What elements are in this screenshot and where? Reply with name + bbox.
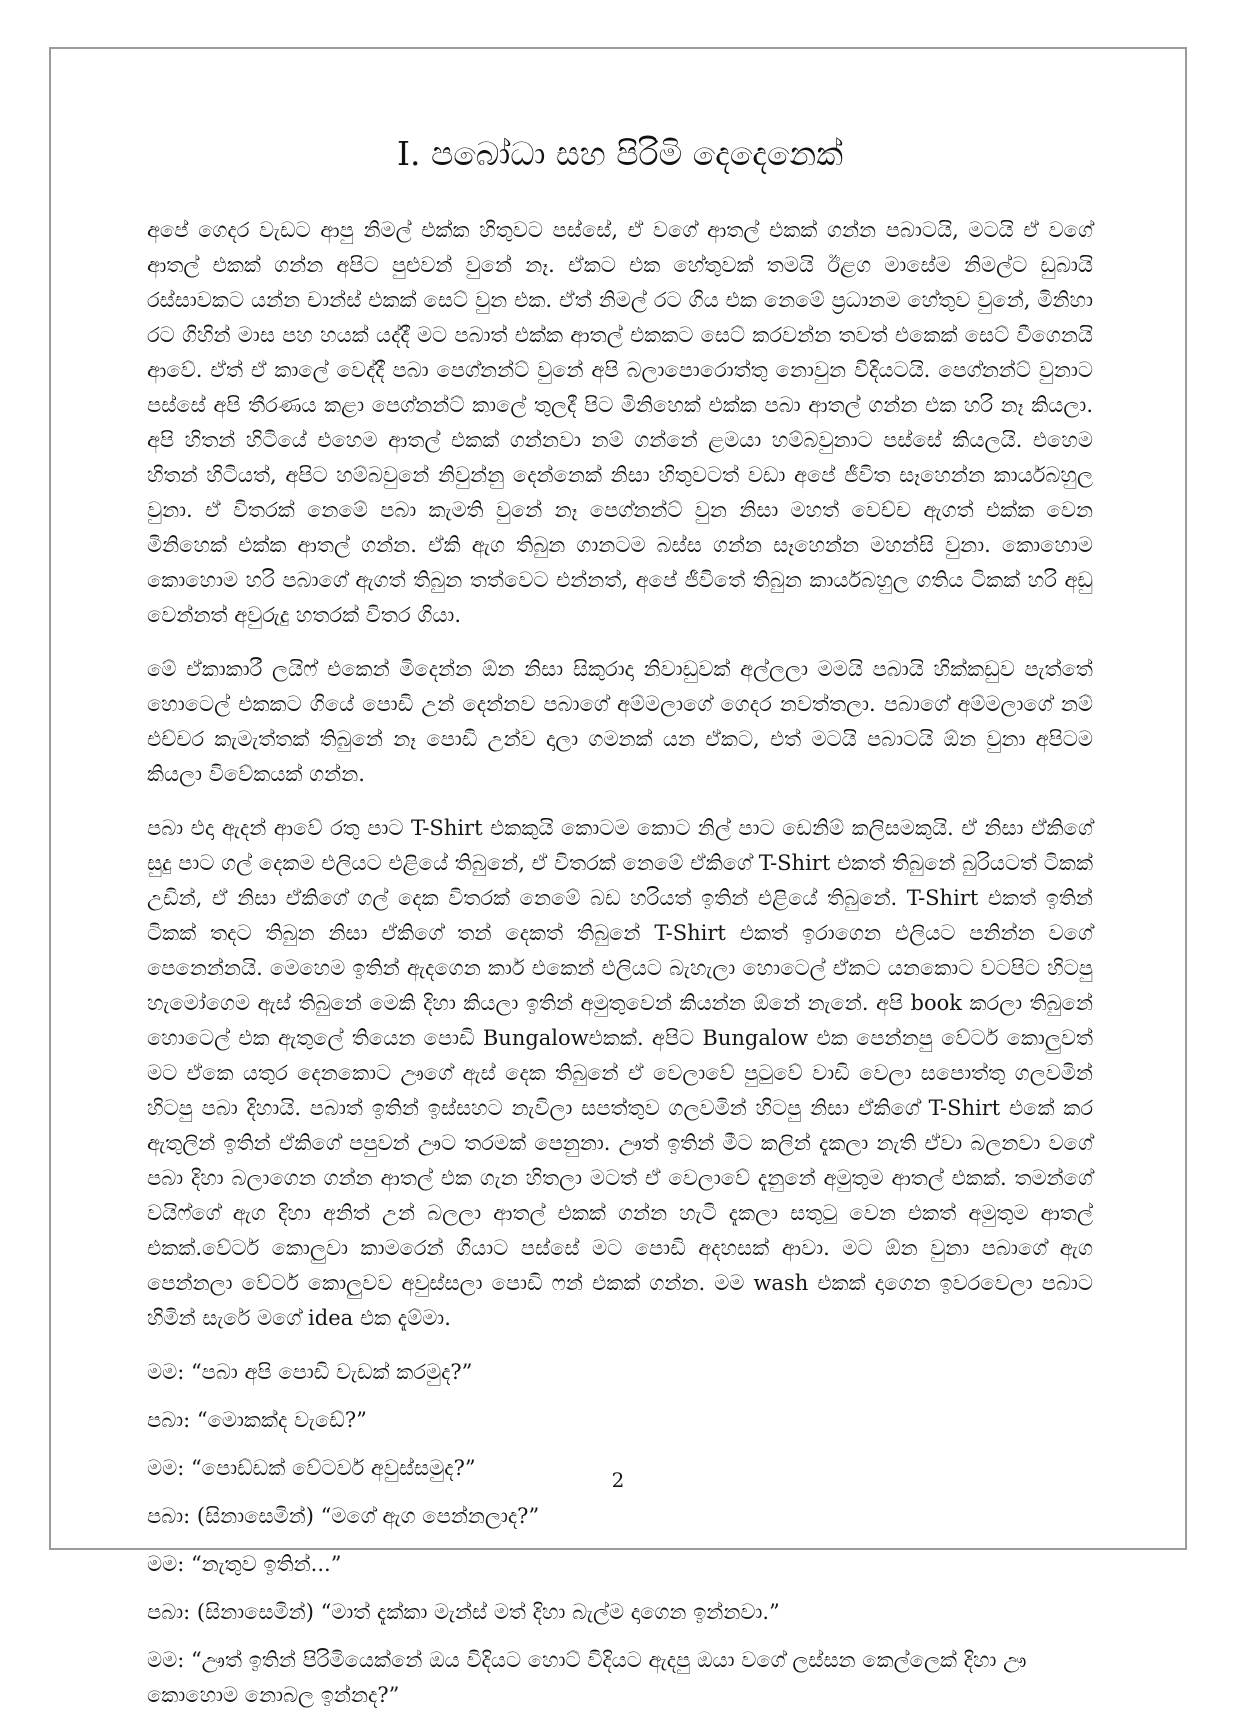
dialogue-line-3: මම: “පොඩ්ඩක් වේටර්ව අවුස්සමුද?”: [147, 1455, 476, 1480]
dialogue-line-2: පබා: “මොකක්ද වැඩේ?”: [147, 1407, 367, 1432]
dialogue-line-4: පබා: (සිනාසෙමින්) “මගේ ඇග පෙන්නලාද?”: [147, 1503, 540, 1528]
dialogue-line-1: මම: “පබා අපි පොඩි වැඩක් කරමුද?”: [147, 1359, 473, 1384]
story-paragraph-3: පබා එදා ඇදන් ආවේ රතු පාට T-Shirt එකකුයි කොටම කොට නිල් පාට ඩෙනිම් කලිසමකුයි. ඒ නිසා ඒකිගේ සුදු පාට ගල් දෙකම එලියට එළියේ තිබුනේ, ඒ විතරක් නෙමේ ඒකිගේ T-Shirt එකත් තිබුනේ බුරියටත් ටිකක් උඩින්, ඒ නිසා ඒකිගේ ගල් දෙක විතරක් නෙමේ බඩ හරියත් ඉතින් එළියේ තිබුනේ. T-Shirt එකත් ඉතින් ටිකක් තදට තිබුන නිසා ඒකිගේ තන් දෙකත් තිබුනේ T-Shirt එකත් ඉරාගෙන එලියට පනින්න වගේ පෙනෙන්නයි. මෙහෙම ඉතින් ඇදගෙන කාර් එකෙන් එලියට බැහැලා හොටෙල් ඒකට යනකොට වටපිට හිටපු හැමෝගෙම ඇස් තිබුනේ මෙකි දිහා කියලා ඉතින් අමුතුවෙන් කියන්න ඕනේ නැනේ. අපි book කරලා තිබුනේ හොටෙල් එක ඇතුලේ තියෙන පොඩි Bungalowඑකක්. අපිට Bungalow එක පෙන්නපු වේටර් කොලුවත් මට ඒකෙ යතුර දෙනකොට ඌගේ ඇස් දෙක තිබුනේ ඒ වෙලාවේ පුටුවේ වාඩි වෙලා සපොත්තු ගලවමින් හිටපු පබා දිහායි. පබාත් ඉතින් ඉස්සහට නැවිලා සපත්තුව ගලවමින් හිටපු නිසා ඒකිගේ T-Shirt එකේ කර ඇතුලින් ඉතින් ඒකිගේ පපුවන් ඌට තරමක් පෙනුනා. ඌත් ඉතින් මීට කලින් දැකලා නැති ඒවා බලනවා වගේ පබා දිහා බලාගෙන ගන්න ආතල් එක ගැන හිතලා මටත් ඒ වෙලාවේ දැනුනේ අමුතුම ආතල් එකක්. තමන්ගේ වයිෆ්ගේ ඇග දිහා අනිත් උන් බලලා ආතල් එකක් ගන්න හැටි දැකලා සතුටු වෙන එකත් අමුතුම ආතල් එකක්.වේටර් කොලුවා කාමරෙන් ගියාට පස්සේ මට පොඩි අදහසක් ආවා. මට ඕන වුනා පබාගේ ඇග පෙන්නලා වේටර් කොලුවව අවුස්සලා පොඩි ෆන් එකක් ගන්න. මම wash එකක් දාගෙන ඉවරවෙලා පබාට හිමින් සැරේ මගේ idea එක දැම්මා.: [147, 815, 1093, 1330]
dialogue-line-7: මම: “ඌත් ඉතින් පිරිමියෙක්නේ ඔය විදියට හොට් විදියට ඇදපු ඔයා වගේ ලස්සන කෙල්ලෙක් දිහා ඌ කොහොම නොබල ඉන්නද?”: [147, 1647, 1027, 1707]
page-number: 2: [611, 1468, 625, 1492]
dialogue-line-5: මම: “නැතුව ඉතින්...”: [147, 1551, 342, 1576]
dialogue-line-6: පබා: (සිනාසෙමින්) “මාත් දැක්කා මැන්ස් මත් දිහා බැල්ම දාගෙන ඉන්නවා.”: [147, 1599, 780, 1624]
dialogue-section: [147, 1355, 1093, 1713]
story-paragraph-1: අපේ ගෙදර වැඩට ආපු නිමල් එක්ක හිතුවට පස්සේ, ඒ වගේ ආතල් එකක් ගන්න පබාටයි, මටයි ඒ වගේ ආතල් එකක් ගන්න අපිට පුළුවන් වුනේ නෑ. ඒකට එක හේතුවක් තමයි ඊළග මාසේම නිමල්ට ඩුබායි රස්සාවකට යන්න චාන්ස් එකක් සෙට් වුන එක. ඒත් නිමල් රට ගිය එක නෙමේ ප්‍රධානම හේතුව වුනේ, මිනිහා රට ගිහින් මාස පහ හයක් යද්දී මට පබාත් එක්ක ආතල් එකකට සෙට් කරවන්න තවත් එකෙක් සෙට් වීගෙනයි ආවේ. ඒත් ඒ කාලේ වෙද්දී පබා පෙග්නන්ට් වුනේ අපි බලාපොරොත්තු නොවුන විදියටයි. පෙග්නන්ට් වුනාට පස්සේ අපි තීරණය කළා පෙග්නන්ට් කාලේ තුලදී පිට මිනිහෙක් එක්ක පබා ආතල් ගන්න එක හරි නෑ කියලා. අපි හිතන් හිටියේ එහෙම ආතල් එකක් ගන්නවා නම් ගන්නේ ළමයා හම්බවුනාට පස්සේ කියලයි. එහෙම හිතන් හිටියත්, අපිට හම්බවුනේ නිවුන්නු දෙන්නෙක් නිසා හිතුවටත් වඩා අපේ ජීවිත සෑහෙන්න කාර්යබහුල වුනා. ඒ විතරක් නෙමේ පබා කැමති වුනේ නෑ පෙග්නන්ට් වුන නිසා මහත් වෙච්ච ඇගත් එක්ක වෙන මිනිහෙක් එක්ක ආතල් ගන්න. ඒකි ඇග තිබුන ගානටම බස්ස ගන්න සෑහෙන්න මහන්සි වුනා. කොහොම කොහොම හරි පබාගේ ඇගත් තිබුන තත්වෙට එන්නත්, අපේ ජීවිතේ තිබුන කාර්යබහුල ගතිය ටිකක් හරි අඩු වෙන්නත් අවුරුදු හතරක් විතර ගියා.: [147, 217, 1093, 627]
story-paragraph-2: මේ ඒකාකාරී ලයිෆ් එකෙන් මිදෙන්න ඕන නිසා සිකුරාදා නිවාඩුවක් අල්ලලා මමයි පබායි හික්කඩුව පැත්තේ හොටෙල් එකකට ගියේ පොඩි උන් දෙන්නව පබාගේ අම්මලාගේ ගෙදර නවත්තලා. පබාගේ අම්මලාගේ නම් එච්චර කැමැත්තක් තිබුනේ නෑ පොඩි උන්ව දාලා ගමනක් යන ඒකට, එත් මටයි පබාටයි ඕන වුනා අපිටම කියලා විවේකයක් ගන්න.: [147, 656, 1093, 786]
chapter-title: I. පබෝධා සහ පිරිමි දෙදෙනෙක්: [396, 134, 844, 173]
